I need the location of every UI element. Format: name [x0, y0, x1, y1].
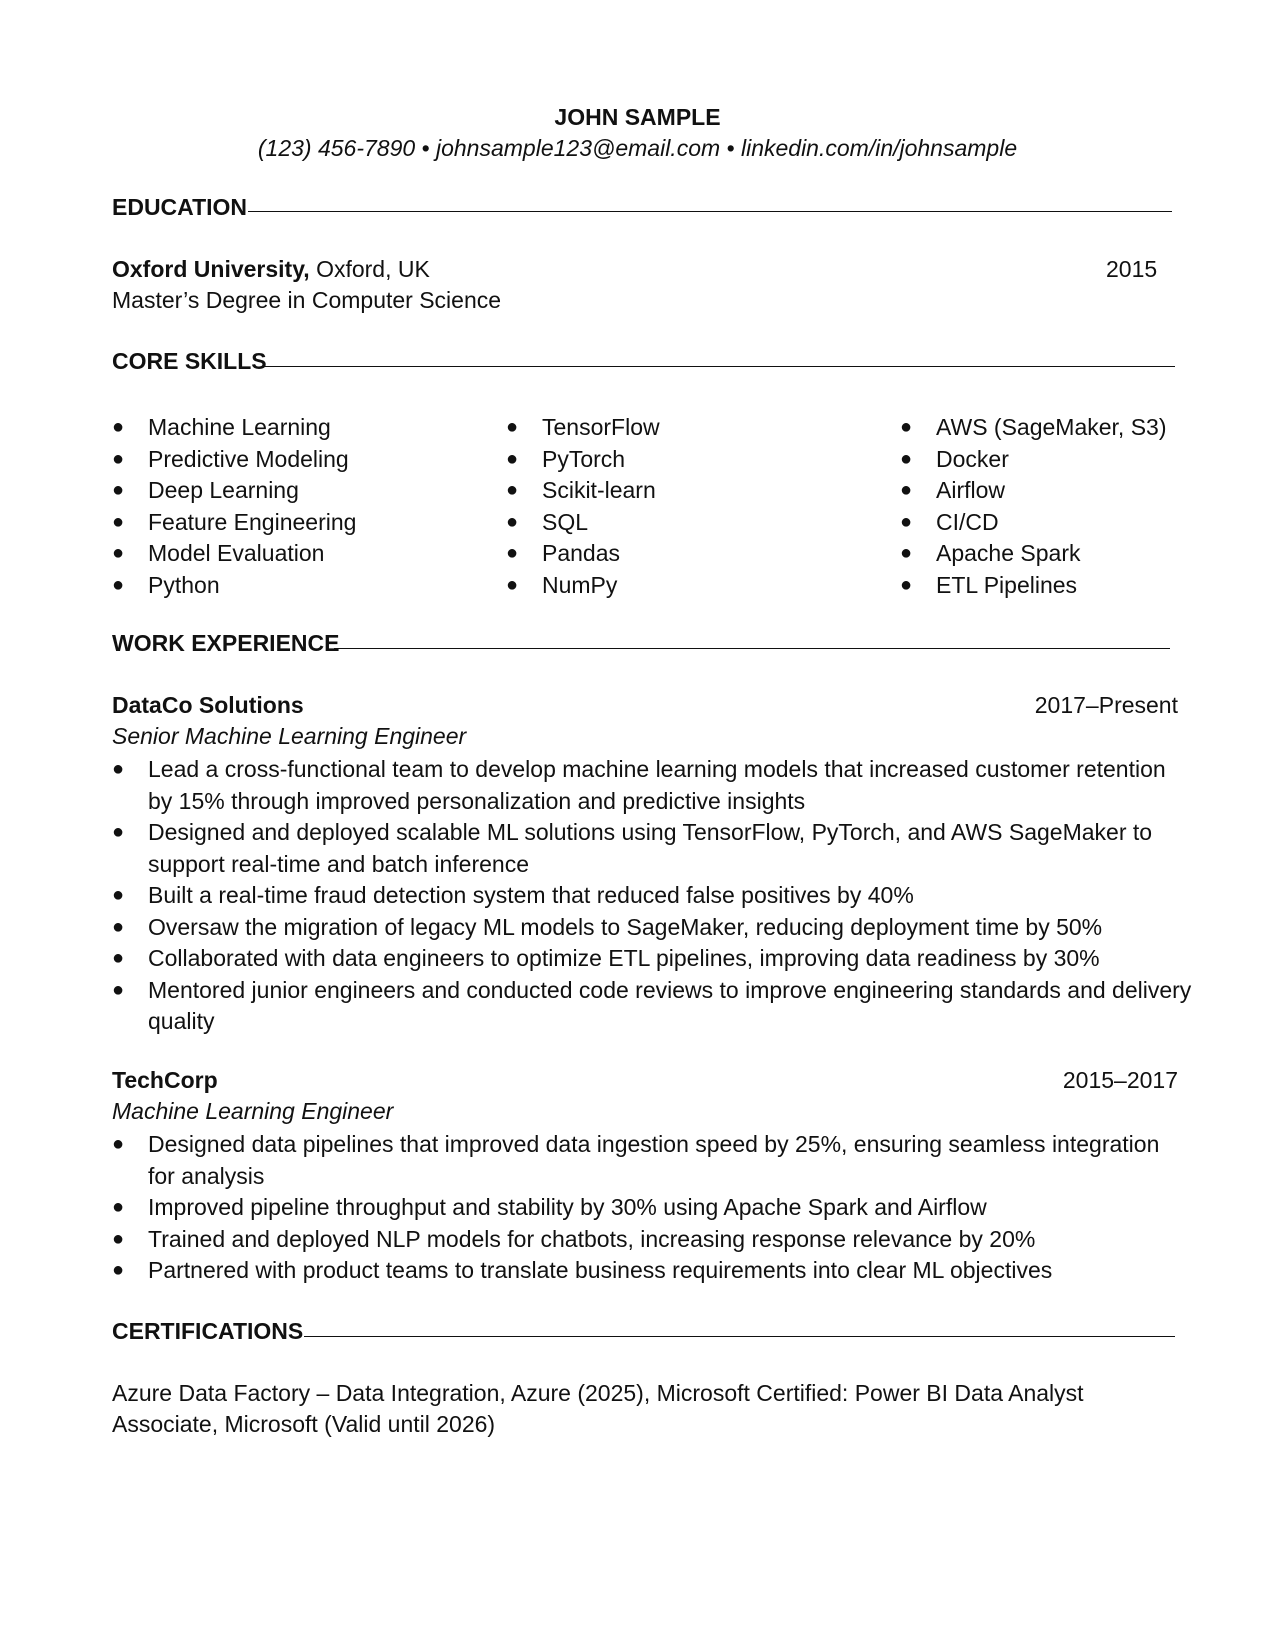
bullet-dot-icon: ●: [112, 947, 125, 969]
job-bullet-text: Built a real-time fraud detection system that reduced false positives by 40%: [148, 882, 914, 908]
bullet-dot-icon: ●: [506, 479, 519, 501]
bullet-dot-icon: ●: [112, 542, 125, 564]
job-2-bullets: [112, 1129, 1192, 1287]
school-location: Oxford, UK: [316, 256, 430, 282]
bullet-dot-icon: ●: [112, 821, 125, 843]
bullet-dot-icon: ●: [112, 884, 125, 906]
job-bullet: [112, 975, 1192, 1038]
skills-column-2: [506, 412, 660, 601]
skill-item: [112, 475, 356, 507]
education-divider: [248, 211, 1172, 212]
bullet-dot-icon: ●: [506, 542, 519, 564]
education-heading: EDUCATION: [112, 194, 248, 220]
job-2-role: Machine Learning Engineer: [112, 1098, 394, 1124]
bullet-dot-icon: ●: [506, 573, 519, 596]
skill-item: [506, 412, 660, 444]
job-bullet: [112, 754, 1192, 817]
skill-item: [900, 507, 1167, 539]
school-name: Oxford University,: [112, 256, 310, 282]
skill-label: CI/CD: [936, 508, 999, 535]
job-bullet: [112, 1255, 1192, 1287]
skill-label: SQL: [542, 508, 589, 535]
skill-label: Predictive Modeling: [148, 445, 349, 472]
education-degree: Master’s Degree in Computer Science: [112, 287, 502, 313]
skill-label: AWS (SageMaker, S3): [936, 414, 1167, 440]
job-1-company: DataCo Solutions: [112, 692, 304, 718]
bullet-dot-icon: ●: [112, 447, 125, 470]
skill-label: Machine Learning: [148, 414, 331, 440]
skill-item: [900, 538, 1167, 570]
skills-heading: CORE SKILLS: [112, 348, 267, 374]
bullet-dot-icon: ●: [112, 573, 125, 596]
bullet-dot-icon: ●: [112, 416, 125, 438]
skill-item: [506, 570, 660, 602]
skills-column-1: [112, 412, 356, 601]
job-bullet-text: Partnered with product teams to translate business requirements into clear ML objectives: [148, 1257, 1053, 1283]
skill-label: Pandas: [542, 540, 621, 566]
experience-heading: WORK EXPERIENCE: [112, 630, 340, 656]
bullet-dot-icon: ●: [112, 1133, 125, 1155]
job-bullet-text: Lead a cross-functional team to develop machine learning models that increased customer retention by 15% through improved personalization and predictive insights: [148, 756, 1166, 814]
skills-divider: [263, 366, 1175, 367]
bullet-dot-icon: ●: [506, 416, 519, 438]
education-year: 2015: [1106, 256, 1158, 282]
bullet-dot-icon: ●: [112, 1259, 125, 1281]
job-bullet-text: Oversaw the migration of legacy ML models to SageMaker, reducing deployment time by 50%: [148, 913, 1103, 940]
skill-label: Feature Engineering: [148, 508, 357, 535]
skill-item: [506, 475, 660, 507]
bullet-dot-icon: ●: [900, 542, 913, 564]
job-1-dates: 2017–Present: [1034, 692, 1178, 718]
skill-label: Scikit-learn: [542, 477, 656, 503]
job-1-role: Senior Machine Learning Engineer: [112, 723, 467, 749]
job-bullet-text: Improved pipeline throughput and stability by 30% using Apache Spark and Airflow: [148, 1194, 987, 1220]
job-bullet: [112, 1192, 1192, 1224]
job-bullet: [112, 1224, 1192, 1256]
skill-item: [506, 507, 660, 539]
bullet-dot-icon: ●: [112, 510, 125, 533]
bullet-dot-icon: ●: [112, 1196, 125, 1218]
skill-item: [112, 412, 356, 444]
skill-item: [900, 444, 1167, 476]
job-bullet: [112, 817, 1192, 880]
skill-label: Docker: [936, 445, 1009, 472]
job-bullet-text: Designed and deployed scalable ML solutions using TensorFlow, PyTorch, and AWS SageMaker to support real-time and batch inference: [148, 819, 1153, 877]
bullet-dot-icon: ●: [112, 1227, 125, 1250]
job-1-bullets: [112, 754, 1192, 1038]
skill-label: TensorFlow: [542, 414, 660, 440]
bullet-dot-icon: ●: [506, 447, 519, 470]
education-school-line: [112, 256, 430, 283]
bullet-dot-icon: ●: [900, 479, 913, 501]
candidate-name: JOHN SAMPLE: [554, 104, 721, 130]
job-bullet-text: Mentored junior engineers and conducted code reviews to improve engineering standards and delivery quality: [148, 976, 1192, 1034]
certifications-line-2: Associate, Microsoft (Valid until 2026): [112, 1411, 496, 1437]
skill-label: Airflow: [936, 477, 1006, 503]
job-2-dates: 2015–2017: [1062, 1067, 1178, 1093]
bullet-dot-icon: ●: [900, 510, 913, 533]
bullet-dot-icon: ●: [112, 978, 125, 1001]
certifications-divider: [304, 1336, 1175, 1337]
skill-label: ETL Pipelines: [936, 571, 1078, 598]
contact-line: (123) 456-7890 • johnsample123@email.com • linkedin.com/in/johnsample: [257, 135, 1018, 161]
skill-item: [112, 570, 356, 602]
skill-item: [112, 444, 356, 476]
skill-label: Deep Learning: [148, 477, 299, 503]
job-bullet-text: Collaborated with data engineers to optimize ETL pipelines, improving data readiness by 30%: [148, 945, 1100, 971]
skill-label: PyTorch: [542, 445, 626, 472]
skill-item: [112, 538, 356, 570]
skills-column-3: [900, 412, 1167, 601]
certifications-heading: CERTIFICATIONS: [112, 1318, 304, 1344]
bullet-dot-icon: ●: [112, 479, 125, 501]
skill-label: Apache Spark: [936, 540, 1081, 566]
bullet-dot-icon: ●: [506, 510, 519, 533]
job-bullet: [112, 912, 1192, 944]
bullet-dot-icon: ●: [112, 915, 125, 938]
experience-divider: [334, 648, 1170, 649]
skill-item: [506, 444, 660, 476]
bullet-dot-icon: ●: [900, 447, 913, 470]
skill-label: Python: [148, 571, 220, 598]
job-bullet: [112, 1129, 1192, 1192]
bullet-dot-icon: ●: [900, 416, 913, 438]
skill-item: [112, 507, 356, 539]
job-bullet: [112, 880, 1192, 912]
job-bullet-text: Trained and deployed NLP models for chatbots, increasing response relevance by 20%: [148, 1225, 1036, 1252]
skill-item: [900, 412, 1167, 444]
job-bullet-text: Designed data pipelines that improved data ingestion speed by 25%, ensuring seamless integration for analysis: [148, 1131, 1160, 1189]
skill-label: Model Evaluation: [148, 540, 325, 566]
bullet-dot-icon: ●: [112, 758, 125, 780]
bullet-dot-icon: ●: [900, 573, 913, 596]
skill-label: NumPy: [542, 571, 618, 598]
job-bullet: [112, 943, 1192, 975]
skill-item: [900, 570, 1167, 602]
skill-item: [506, 538, 660, 570]
certifications-line-1: Azure Data Factory – Data Integration, Azure (2025), Microsoft Certified: Power BI Data Analyst: [112, 1380, 1084, 1406]
skill-item: [900, 475, 1167, 507]
job-2-company: TechCorp: [112, 1067, 218, 1093]
